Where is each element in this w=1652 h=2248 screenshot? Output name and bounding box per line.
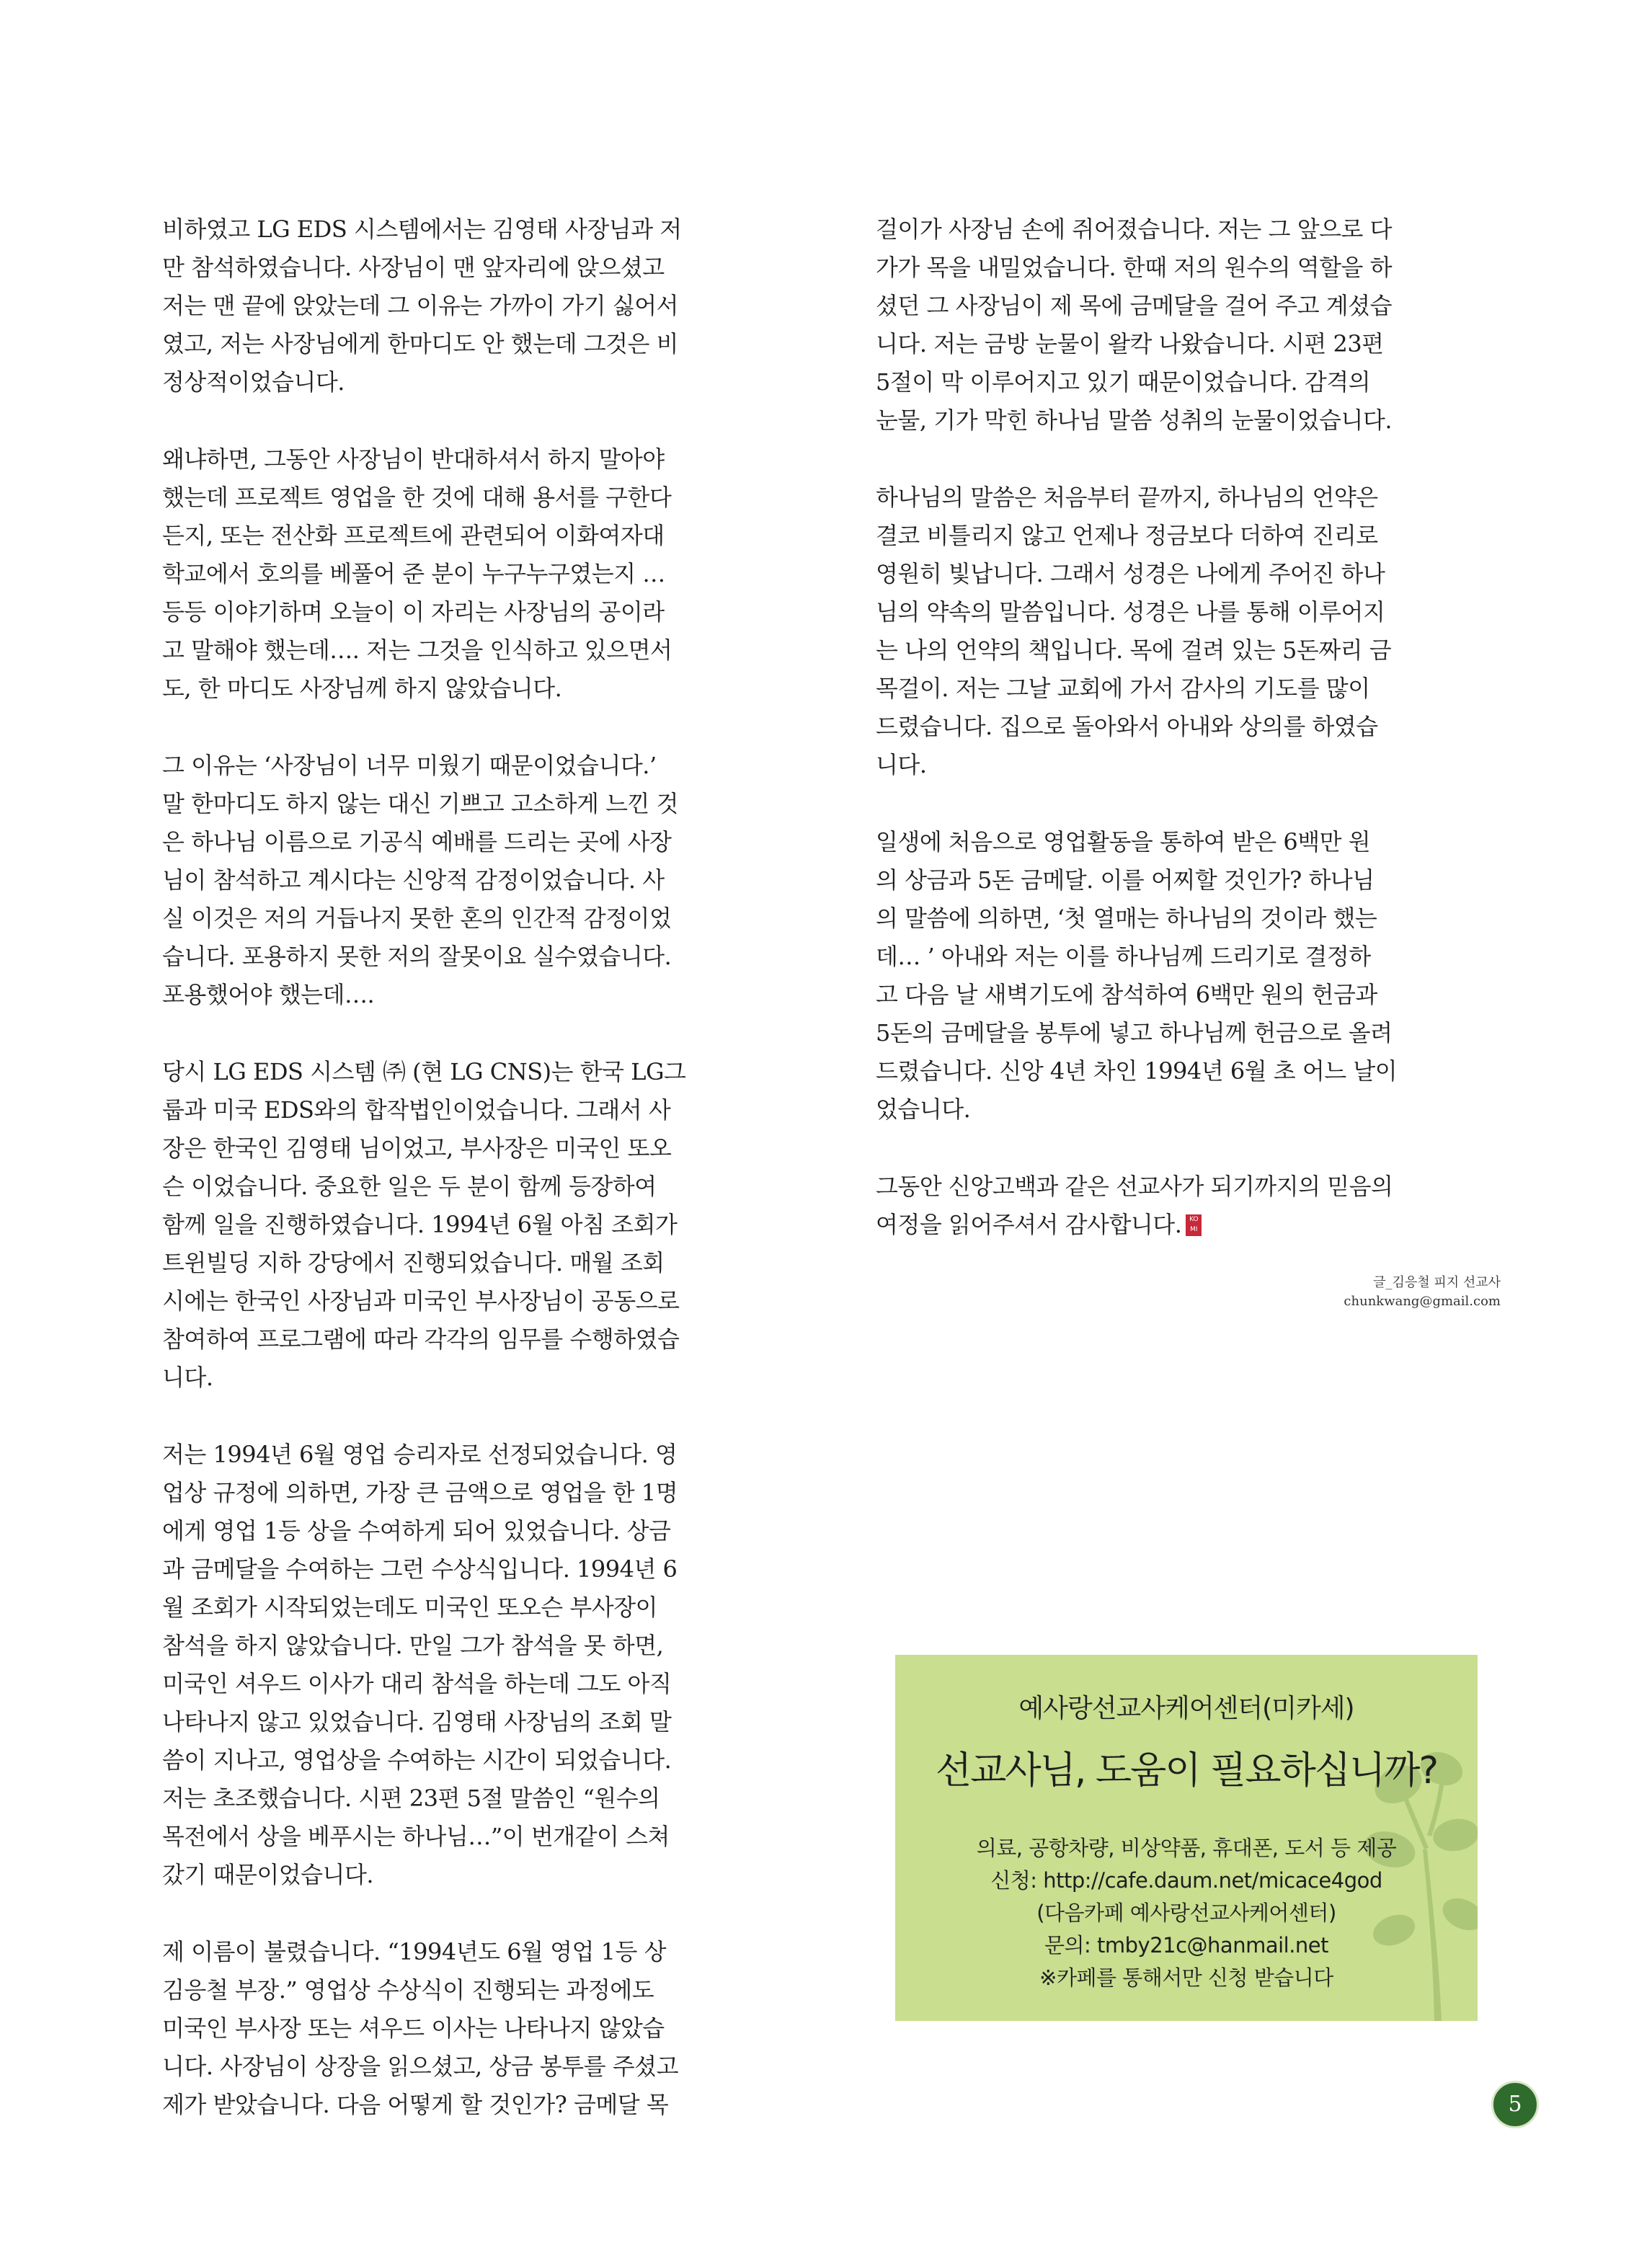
- ad-headline: 선교사님, 도움이 필요하십니까?: [935, 1749, 1438, 1792]
- ad-line-services: 의료, 공항차량, 비상약품, 휴대폰, 도서 등 제공: [976, 1836, 1397, 1860]
- komi-end-mark-icon: KO MI: [1186, 1214, 1202, 1236]
- body-paragraph: 하나님의 말씀은 처음부터 끝까지, 하나님의 언약은 결코 비틀리지 않고 언제나 정금보다 더하여 진리로 영원히 빛납니다. 그래서 성경은 나에게 주어진 하나 님의 약속의 말씀입니다. 성경은 나를 통해 이루어지 는 나의 언약의 책입니다. 목에 걸려 있는 5돈짜리 금 목걸이. 저는 그날 교회에 가서 감사의 기도를 많이 드렸습니다. 집으로 돌아와서 아내와 상의를 하였습 니다.: [876, 484, 1392, 778]
- right-column: [876, 210, 1493, 1283]
- ad-line-apply-link[interactable]: 신청: http://cafe.daum.net/micace4god: [990, 1868, 1382, 1893]
- ad-line-contact-email[interactable]: 문의: tmby21c@hanmail.net: [1044, 1933, 1329, 1958]
- ad-organization: 예사랑선교사케어센터(미카세): [1018, 1694, 1354, 1723]
- byline: [1344, 1274, 1501, 1311]
- closing-text: 그동안 신앙고백과 같은 선교사가 되기까지의 믿음의 여정을 읽어주셔서 감사합니다.: [876, 1173, 1393, 1238]
- body-paragraph: 비하였고 LG EDS 시스템에서는 김영태 사장님과 저 만 참석하였습니다. 사장님이 맨 앞자리에 앉으셨고 저는 맨 끝에 앉았는데 그 이유는 가까이 가기 싫어서 였고, 저는 사장님에게 한마디도 안 했는데 그것은 비 정상적이었습니다.: [162, 216, 682, 396]
- page-number-badge: 5: [1491, 2081, 1539, 2128]
- author-credit: 글_김응철 피지 선교사: [1373, 1275, 1501, 1290]
- body-paragraph: 제 이름이 불렸습니다. “1994년도 6월 영업 1등 상 김응철 부장.” 영업상 수상식이 진행되는 과정에도 미국인 부사장 또는 셔우드 이사는 나타나지 않았습 니다. 사장님이 상장을 읽으셨고, 상금 봉투를 주셨고 제가 받았습니다. 다음 어떻게 할 것인가? 금메달 목: [162, 1938, 679, 2118]
- body-paragraph: 일생에 처음으로 영업활동을 통하여 받은 6백만 원 의 상금과 5돈 금메달. 이를 어찌할 것인가? 하나님 의 말씀에 의하면, ‘첫 열매는 하나님의 것이라 했는 데… ’ 아내와 저는 이를 하나님께 드리기로 결정하 고 다음 날 새벽기도에 참석하여 6백만 원의 헌금과 5돈의 금메달을 봉투에 넣고 하나님께 헌금으로 올려 드렸습니다. 신앙 4년 차인 1994년 6월 초 어느 날이 었습니다.: [876, 828, 1398, 1123]
- body-paragraph: 왜냐하면, 그동안 사장님이 반대하셔서 하지 말아야 했는데 프로젝트 영업을 한 것에 대해 용서를 구한다 든지, 또는 전산화 프로젝트에 관련되어 이화여자대 학교에서 호의를 베풀어 준 분이 누구누구였는지 … 등등 이야기하며 오늘이 이 자리는 사장님의 공이라 고 말해야 했는데…. 저는 그것을 인식하고 있으면서 도, 한 마디도 사장님께 하지 않았습니다.: [162, 445, 672, 702]
- closing-paragraph: [876, 1168, 1493, 1244]
- ad-box: [895, 1655, 1478, 2021]
- left-column: [162, 210, 779, 2163]
- body-paragraph: 걸이가 사장님 손에 쥐어졌습니다. 저는 그 앞으로 다 가가 목을 내밀었습니다. 한때 저의 원수의 역할을 하 셨던 그 사장님이 제 목에 금메달을 걸어 주고 계셨습 니다. 저는 금방 눈물이 왈칵 나왔습니다. 시편 23편 5절이 막 이루어지고 있기 때문이었습니다. 감격의 눈물, 기가 막힌 하나님 말씀 성취의 눈물이었습니다.: [876, 216, 1393, 434]
- body-paragraph: 당시 LG EDS 시스템 ㈜ (현 LG CNS)는 한국 LG그 룹과 미국 EDS와의 합작법인이었습니다. 그래서 사 장은 한국인 김영태 님이었고, 부사장은 미국인 또오 슨 이었습니다. 중요한 일은 두 분이 함께 등장하여 함께 일을 진행하였습니다. 1994년 6월 아침 조회가 트윈빌딩 지하 강당에서 진행되었습니다. 매월 조회 시에는 한국인 사장님과 미국인 부사장님이 공동으로 참여하여 프로그램에 따라 각각의 임무를 수행하였습 니다.: [162, 1058, 686, 1391]
- ad-details: [895, 1832, 1478, 1994]
- body-paragraph: 그 이유는 ‘사장님이 너무 미웠기 때문이었습니다.’ 말 한마디도 하지 않는 대신 기쁘고 고소하게 느낀 것 은 하나님 이름으로 기공식 예배를 드리는 곳에 사장 님이 참석하고 계시다는 신앙적 감정이었습니다. 사 실 이것은 저의 거듭나지 못한 혼의 인간적 감정이었 습니다. 포용하지 못한 저의 잘못이요 실수였습니다. 포용했어야 했는데….: [162, 752, 679, 1008]
- ad-line-note: ※카페를 통해서만 신청 받습니다: [1039, 1965, 1333, 1990]
- body-paragraph: 저는 1994년 6월 영업 승리자로 선정되었습니다. 영 업상 규정에 의하면, 가장 큰 금액으로 영업을 한 1명 에게 영업 1등 상을 수여하게 되어 있었습니다. 상금 과 금메달을 수여하는 그런 수상식입니다. 1994년 6 월 조회가 시작되었는데도 미국인 또오슨 부사장이 참석을 하지 않았습니다. 만일 그가 참석을 못 하면, 미국인 셔우드 이사가 대리 참석을 하는데 그도 아직 나타나지 않고 있었습니다. 김영태 사장님의 조회 말 씀이 지나고, 영업상을 수여하는 시간이 되었습니다. 저는 초조했습니다. 시편 23편 5절 말씀인 “원수의 목전에서 상을 베푸시는 하나님…”이 번개같이 스쳐 갔기 때문이었습니다.: [162, 1441, 678, 1888]
- author-email: chunkwang@gmail.com: [1344, 1294, 1501, 1309]
- ad-line-cafe-name: (다음카페 예사랑선교사케어센터): [1036, 1901, 1336, 1925]
